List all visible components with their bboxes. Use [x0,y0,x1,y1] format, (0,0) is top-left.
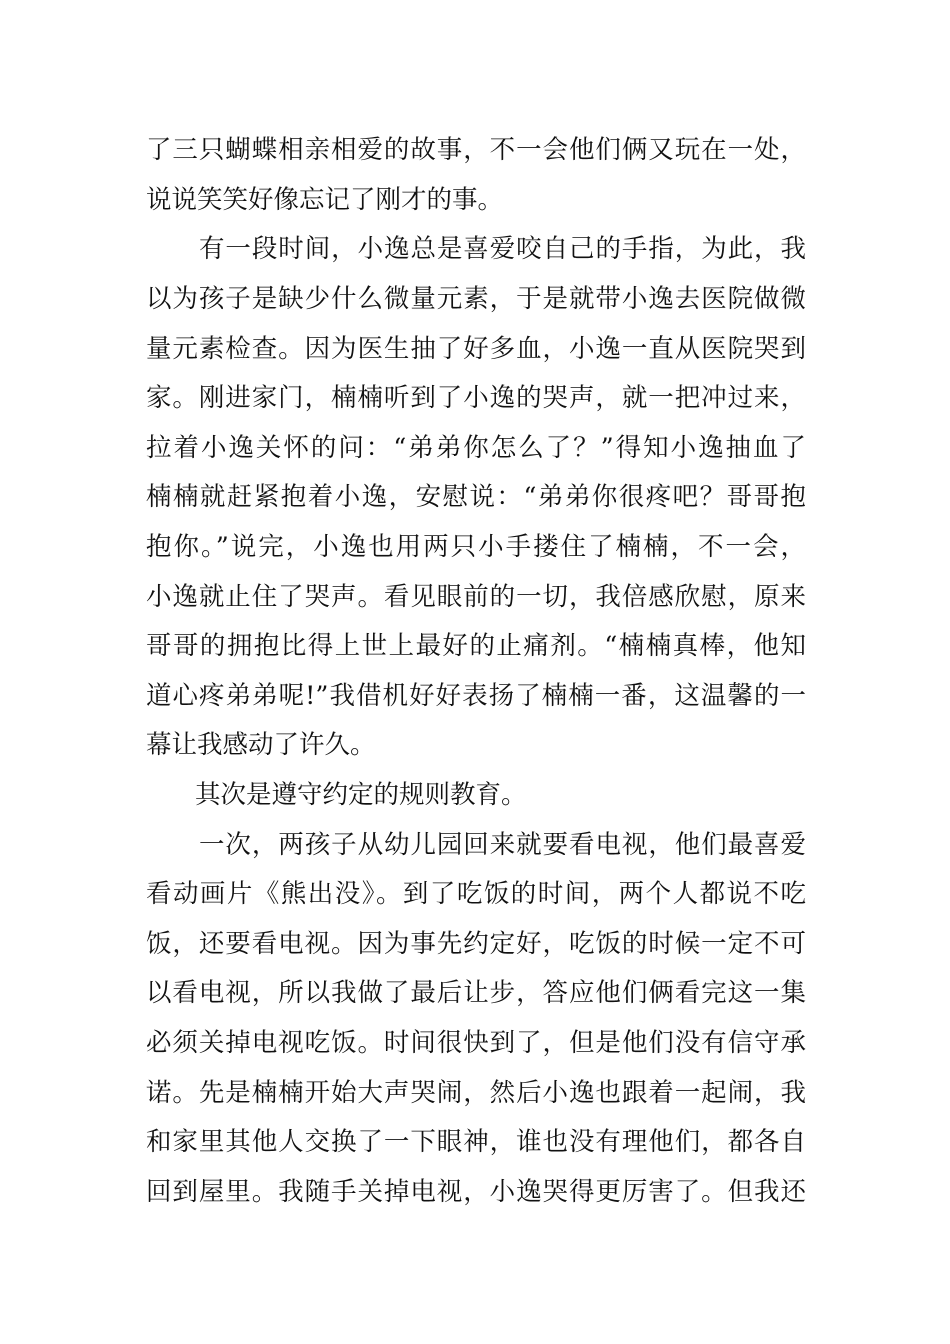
text-line: 以为孩子是缺少什么微量元素，于是就带小逸去医院做微 [146,284,806,314]
text-line: 以看电视，所以我做了最后让步，答应他们俩看完这一集 [146,978,806,1008]
text-line: 说说笑笑好像忘记了刚才的事。 [146,185,504,215]
text-line: 哥哥的拥抱比得上世上最好的止痛剂。“楠楠真棒，他知 [146,631,806,661]
text-line: 拉着小逸关怀的问：“弟弟你怎么了？”得知小逸抽血了 [146,433,806,463]
text-line: 必须关掉电视吃饭。时间很快到了，但是他们没有信守承 [146,1028,806,1058]
text-line: 抱你。”说完，小逸也用两只小手搂住了楠楠，不一会， [146,532,806,562]
text-line: 诺。先是楠楠开始大声哭闹，然后小逸也跟着一起闹，我 [146,1078,806,1108]
text-line: 一次，两孩子从幼儿园回来就要看电视，他们最喜爱 [199,830,806,860]
text-line: 道心疼弟弟呢!”我借机好好表扬了楠楠一番，这温馨的一 [146,681,806,711]
text-line: 其次是遵守约定的规则教育。 [195,780,527,810]
text-line: 看动画片《熊出没》。到了吃饭的时间，两个人都说不吃 [146,879,806,909]
text-line: 有一段时间，小逸总是喜爱咬自己的手指，为此，我 [199,234,806,264]
text-line: 回到屋里。我随手关掉电视，小逸哭得更厉害了。但我还 [146,1177,806,1207]
text-line: 家。刚进家门，楠楠听到了小逸的哭声，就一把冲过来， [146,383,806,413]
text-line: 楠楠就赶紧抱着小逸，安慰说：“弟弟你很疼吧？哥哥抱 [146,482,806,512]
text-line: 量元素检查。因为医生抽了好多血，小逸一直从医院哭到 [146,334,806,364]
text-line: 饭，还要看电视。因为事先约定好，吃饭的时候一定不可 [146,929,806,959]
text-line: 小逸就止住了哭声。看见眼前的一切，我倍感欣慰，原来 [146,582,806,612]
text-line: 和家里其他人交换了一下眼神，谁也没有理他们，都各自 [146,1127,806,1157]
text-line: 幕让我感动了许久。 [146,730,376,760]
text-line: 了三只蝴蝶相亲相爱的故事，不一会他们俩又玩在一处， [146,135,806,165]
